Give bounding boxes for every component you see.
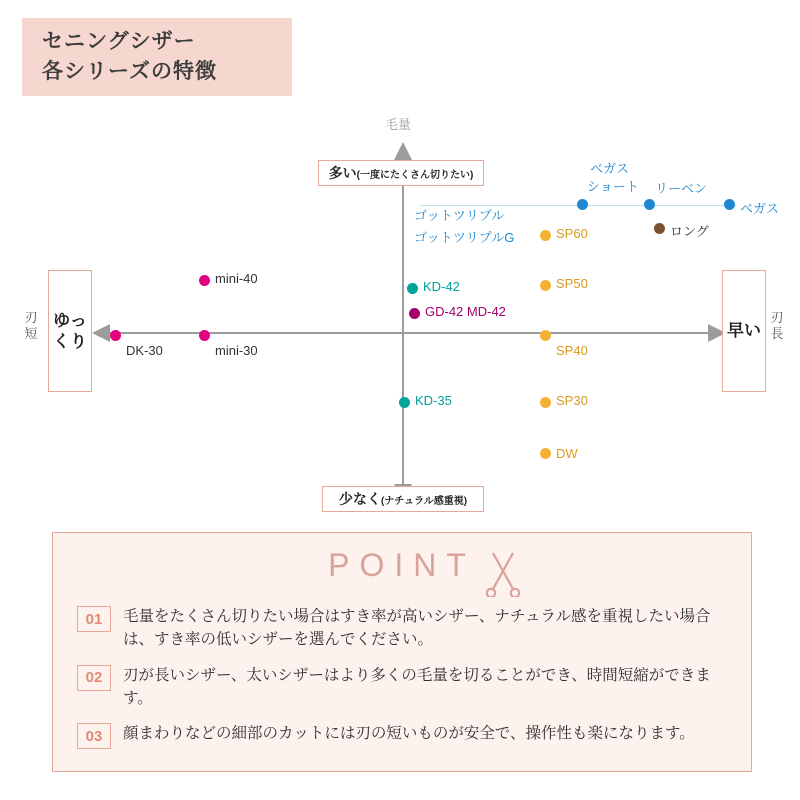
data-point-sp60 [540, 230, 551, 241]
data-label-sp50: SP50 [556, 276, 588, 291]
data-label-sp30: SP30 [556, 393, 588, 408]
y-axis-top-caption-sub: (一度にたくさん切りたい) [356, 169, 474, 181]
data-label-kd-35: KD-35 [415, 393, 452, 408]
data-label-sp60: SP60 [556, 226, 588, 241]
x-axis-left-caption: ゆっくり [48, 270, 92, 392]
data-label-long: ロング [670, 224, 709, 239]
data-point-mini-40 [199, 275, 210, 286]
data-label-kd-42: KD-42 [423, 279, 460, 294]
data-label-sp40: SP40 [556, 343, 588, 358]
point-number-01: 01 [77, 606, 111, 632]
point-list [77, 605, 729, 761]
point-panel-heading: POINT [328, 547, 476, 583]
point-number-03: 03 [77, 723, 111, 749]
scissors-icon [483, 549, 527, 602]
data-point-kd-35 [399, 397, 410, 408]
data-point-long [654, 223, 665, 234]
point-number-02: 02 [77, 665, 111, 691]
data-label-vegas-short-2: ショート [587, 179, 639, 194]
data-label-mini-40: mini-40 [215, 271, 258, 286]
point-text-01: 毛量をたくさん切りたい場合はすき率が高いシザー、ナチュラル感を重視したい場合は、すき率の低いシザーを選んでください。 [123, 608, 711, 649]
axis-label-gottotriple: ゴットツリプル [414, 208, 505, 223]
data-point-sp50 [540, 280, 551, 291]
data-point-vegas-short [577, 199, 588, 210]
point-text-03: 顔まわりなどの細部のカットには刃の短いものが安全で、操作性も楽になります。 [123, 725, 695, 742]
data-label-dk-30: DK-30 [126, 343, 163, 358]
x-axis-left-arrow-icon [92, 324, 110, 342]
y-axis-bottom-caption [322, 486, 484, 512]
point-panel [52, 532, 752, 772]
x-axis-right-caption: 早い [722, 270, 766, 392]
axis-label-gottotriple-g: ゴットツリプルG [414, 230, 515, 245]
data-point-mini-30 [199, 330, 210, 341]
x-axis-right-note: 刃 長 [770, 310, 784, 341]
page-title [22, 18, 292, 96]
data-point-dk-30 [110, 330, 121, 341]
data-point-gd-42-md-42 [409, 308, 420, 319]
data-point-kd-42 [407, 283, 418, 294]
data-label-vegas-short-1: ベガス [590, 161, 630, 176]
y-axis-bottom-caption-main: 少なく [338, 491, 381, 507]
y-axis-up-arrow-icon [394, 142, 412, 160]
data-label-mini-30: mini-30 [215, 343, 258, 358]
point-item-02 [77, 664, 729, 711]
y-axis-top-caption-main: 多い [328, 165, 357, 181]
point-item-03 [77, 722, 729, 749]
data-point-dw [540, 448, 551, 459]
data-point-lieben [644, 199, 655, 210]
data-label-lieben: リーベン [655, 181, 708, 196]
data-point-vegas [724, 199, 735, 210]
x-axis-left-note: 刃 短 [24, 310, 38, 341]
point-item-01 [77, 605, 729, 652]
data-point-sp40 [540, 330, 551, 341]
y-axis-top-caption [318, 160, 484, 186]
data-point-sp30 [540, 397, 551, 408]
y-axis-line [402, 158, 404, 488]
y-axis-bottom-caption-sub: (ナチュラル感重視) [380, 495, 468, 507]
page-title-line-2: 各シリーズの特徴 [42, 60, 217, 83]
y-axis-title: 毛量 [385, 117, 412, 132]
data-label-gd-42-md-42: GD-42 MD-42 [425, 304, 506, 319]
data-label-dw: DW [556, 446, 578, 461]
scatter-chart [0, 110, 800, 530]
data-label-vegas: ベガス [740, 201, 780, 216]
point-text-02: 刃が長いシザー、太いシザーはより多くの毛量を切ることができ、時間短縮ができます。 [123, 666, 711, 707]
page-title-line-1: セニングシザー [42, 29, 196, 53]
